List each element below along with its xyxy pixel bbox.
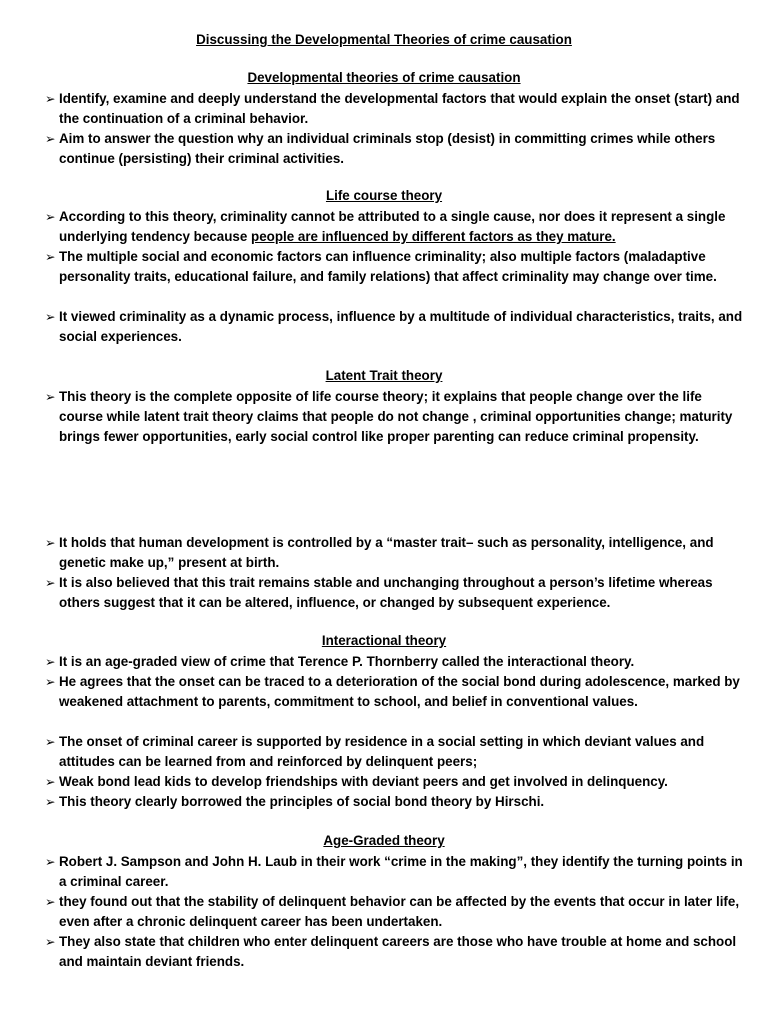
bullet-text: It viewed criminality as a dynamic process, influence by a multitude of individual characteristics, traits, and social experiences. <box>59 309 743 344</box>
bullet-item <box>45 672 745 712</box>
arrow-bullet-icon: ➢ <box>45 775 56 789</box>
arrow-bullet-icon: ➢ <box>45 250 56 264</box>
arrow-bullet-icon: ➢ <box>45 310 56 324</box>
section-heading-developmental: Developmental theories of crime causation <box>247 70 521 85</box>
arrow-bullet-icon: ➢ <box>45 92 56 106</box>
arrow-bullet-icon: ➢ <box>45 735 56 749</box>
bullet-item <box>45 129 745 169</box>
arrow-bullet-icon: ➢ <box>45 576 56 590</box>
section-heading-life-course: Life course theory <box>325 188 443 203</box>
section-heading-interactional: Interactional theory <box>321 633 447 648</box>
bullet-text: The multiple social and economic factors can influence criminality; also multiple factors (maladaptive personality traits, educational failure, and family relations) that affect criminality may change over time. <box>59 249 717 284</box>
arrow-bullet-icon: ➢ <box>45 536 56 550</box>
bullet-item <box>45 892 745 932</box>
bullet-text: Weak bond lead kids to develop friendships with deviant peers and get involved in delinquency. <box>59 774 668 789</box>
bullet-item <box>45 307 745 347</box>
bullet-item <box>45 732 745 772</box>
bullet-text: Robert J. Sampson and John H. Laub in their work “crime in the making”, they identify the turning points in a criminal career. <box>59 854 743 889</box>
bullet-text: It holds that human development is controlled by a “master trait– such as personality, intelligence, and genetic make up,” present at birth. <box>59 535 714 570</box>
bullet-item <box>45 89 745 129</box>
section-heading-age-graded: Age-Graded theory <box>323 833 445 848</box>
bullet-text: It is an age-graded view of crime that Terence P. Thornberry called the interactional theory. <box>59 654 635 669</box>
arrow-bullet-icon: ➢ <box>45 895 56 909</box>
document-title: Discussing the Developmental Theories of crime causation <box>196 32 572 47</box>
bullet-item <box>45 932 745 972</box>
bullet-item <box>45 772 745 792</box>
bullet-text: This theory is the complete opposite of life course theory; it explains that people change over the life course while latent trait theory claims that people do not change , criminal opportunities change; maturity brings fewer opportunities, early social control like proper parenting can reduce criminal propensity. <box>59 389 733 444</box>
bullet-text: Identify, examine and deeply understand the developmental factors that would explain the onset (start) and the continuation of a criminal behavior. <box>59 91 740 126</box>
arrow-bullet-icon: ➢ <box>45 132 56 146</box>
arrow-bullet-icon: ➢ <box>45 655 56 669</box>
arrow-bullet-icon: ➢ <box>45 390 56 404</box>
bullet-text: It is also believed that this trait remains stable and unchanging throughout a person’s lifetime whereas others suggest that it can be altered, influence, or changed by subsequent experience. <box>59 575 713 610</box>
bullet-text: According to this theory, criminality cannot be attributed to a single cause, nor does it represent a single underlying tendency because <box>59 209 726 244</box>
bullet-item <box>45 207 745 247</box>
bullet-item <box>45 652 745 672</box>
bullet-item <box>45 387 745 447</box>
arrow-bullet-icon: ➢ <box>45 210 56 224</box>
bullet-text: Aim to answer the question why an individual criminals stop (desist) in committing crimes while others continue (persisting) their criminal activities. <box>59 131 716 166</box>
bullet-text: This theory clearly borrowed the principles of social bond theory by Hirschi. <box>59 794 545 809</box>
bullet-item <box>45 247 745 287</box>
arrow-bullet-icon: ➢ <box>45 795 56 809</box>
arrow-bullet-icon: ➢ <box>45 675 56 689</box>
bullet-item <box>45 533 745 573</box>
bullet-text: They also state that children who enter delinquent careers are those who have trouble at home and school and maintain deviant friends. <box>59 934 737 969</box>
arrow-bullet-icon: ➢ <box>45 935 56 949</box>
bullet-item <box>45 573 745 613</box>
underlined-emphasis: people are influenced by different factors as they mature. <box>251 229 616 244</box>
bullet-text: The onset of criminal career is supported by residence in a social setting in which deviant values and attitudes can be learned from and reinforced by delinquent peers; <box>59 734 705 769</box>
bullet-item <box>45 852 745 892</box>
arrow-bullet-icon: ➢ <box>45 855 56 869</box>
bullet-text: they found out that the stability of delinquent behavior can be affected by the events that occur in later life, even after a chronic delinquent career has been undertaken. <box>59 894 740 929</box>
bullet-text: He agrees that the onset can be traced to a deterioration of the social bond during adolescence, marked by weakened attachment to parents, commitment to school, and belief in conventional values. <box>59 674 740 709</box>
section-heading-latent-trait: Latent Trait theory <box>325 368 443 383</box>
bullet-item <box>45 792 745 812</box>
